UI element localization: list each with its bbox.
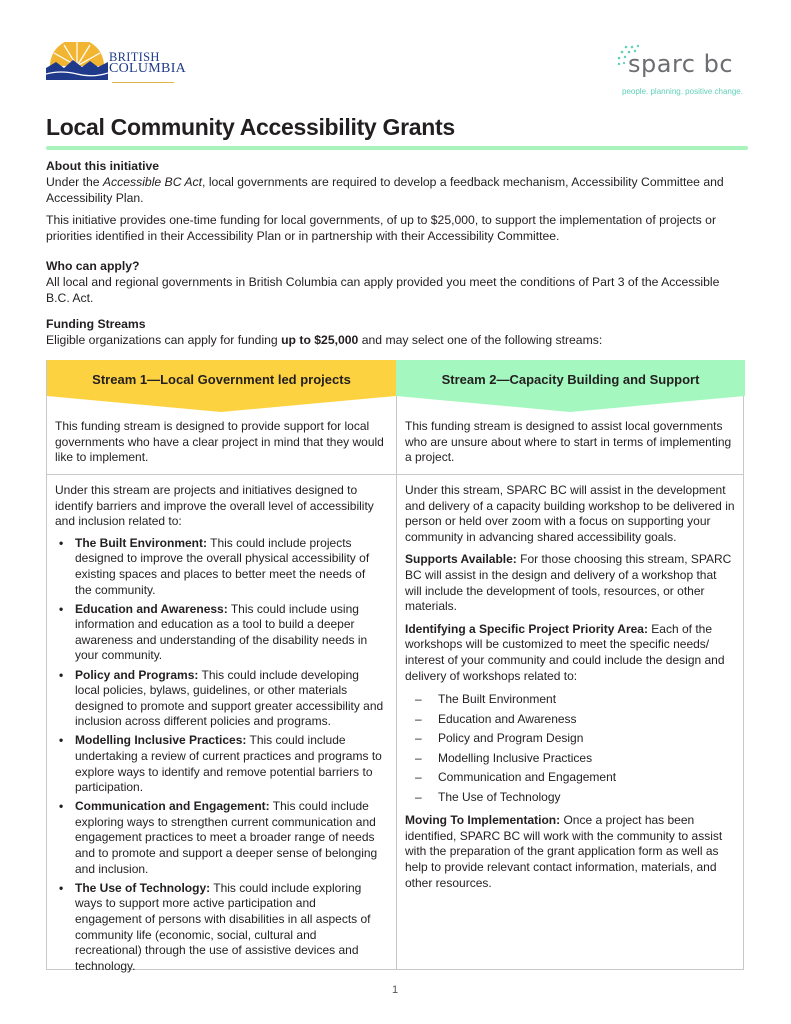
bc-wordmark-line2: COLUMBIA: [109, 61, 187, 76]
item-text: This could include exploring ways to support more active participation and engagement of persons with disabilities in all aspects of community life (economic, social, cultural and recreational) through the use of assistive devices and technology.: [75, 880, 371, 973]
stream-1-summary: This funding stream is designed to provide support for local governments who have a clear project in mind that they would like to implement.: [55, 419, 384, 465]
list-item: [55, 536, 385, 598]
bc-wordmark-line1: BRITISH: [109, 50, 160, 64]
item-label: Policy and Programs:: [75, 667, 199, 682]
british-columbia-logo: [46, 42, 191, 86]
item-label: The Built Environment:: [75, 535, 207, 550]
item-text: This could include developing local policies, bylaws, guidelines, or other materials designed to promote and support greater accessibility and inclusion across different policies and programs.: [75, 667, 384, 729]
priority-label: Identifying a Specific Project Priority Area:: [405, 621, 648, 636]
sparc-tagline: people. planning. positive change.: [622, 87, 743, 96]
stream-1-title: Stream 1—Local Government led projects: [92, 372, 351, 387]
item-label: The Use of Technology:: [75, 880, 211, 895]
row-divider: [47, 474, 743, 475]
implementation-label: Moving To Implementation:: [405, 813, 561, 828]
page-number: 1: [392, 984, 399, 996]
stream-2-arrow-banner: [396, 360, 745, 416]
about-heading: About this initiative: [46, 159, 160, 173]
list-item: [55, 733, 385, 795]
stream-2-header: [396, 360, 745, 416]
item-text: This could include using information and education as a tool to build a deeper awareness and understanding of the disability needs in your community.: [75, 601, 368, 663]
about-paragraph-1: [46, 174, 746, 206]
list-item: – The Use of Technology: [405, 788, 735, 808]
bc-wordmark: [109, 51, 186, 75]
funding-amount: up to $25,000: [281, 333, 359, 347]
streams-table: [46, 360, 744, 973]
list-item: [55, 881, 385, 975]
funding-paragraph: [46, 332, 746, 348]
supports-paragraph: [405, 552, 735, 614]
act-name: Accessible BC Act: [102, 175, 203, 189]
implementation-text: Once a project has been identified, SPARC BC will work with the community to assist with the preparation of the grant application form as well as help to provide relevant contact information, materials, and other resources.: [405, 813, 723, 890]
stream-1-intro: Under this stream are projects and initiatives designed to identify barriers and improve the overall level of accessibility and inclusion related to:: [55, 483, 374, 529]
stream-2-summary: This funding stream is designed to assist local governments who are unsure about where to start in terms of implementing a project.: [405, 419, 732, 465]
about-section: [46, 158, 746, 244]
item-text: This could include projects designed to improve the overall physical accessibility of existing spaces and places to better meet the needs of the community.: [75, 535, 370, 597]
sun-mountain-icon: [46, 42, 108, 80]
funding-heading: Funding Streams: [46, 317, 146, 331]
item-label: Communication and Engagement:: [75, 799, 270, 814]
sparc-wordmark: sparc bc: [628, 50, 734, 78]
bc-logo-underline: [112, 82, 174, 83]
who-paragraph: All local and regional governments in British Columbia can apply provided you meet the conditions of Part 3 of the Accessible B.C. Act.: [46, 275, 720, 305]
list-item: [55, 668, 385, 730]
supports-label: Supports Available:: [405, 552, 517, 567]
list-item: – Modelling Inclusive Practices: [405, 749, 735, 769]
funding-text: Eligible organizations can apply for funding: [46, 333, 282, 347]
about-text: Under the: [46, 175, 103, 189]
stream-2-title: Stream 2—Capacity Building and Support: [441, 372, 700, 387]
list-item: [55, 602, 385, 664]
funding-text: and may select one of the following streams:: [358, 333, 603, 347]
workshop-topics-list: [405, 690, 735, 807]
item-label: Modelling Inclusive Practices:: [75, 733, 247, 748]
item-text: This could include exploring ways to strengthen current communication and engagement practices to meet a broader range of needs and to promote and support a deeper sense of belonging and inclusion.: [75, 799, 378, 876]
list-item: – Education and Awareness: [405, 710, 735, 730]
page-title: Local Community Accessibility Grants: [46, 114, 455, 140]
stream-1-focus-list: [55, 536, 385, 975]
column-divider: [396, 360, 397, 969]
item-text: This could include undertaking a review of current practices and programs to explore ways to identify and remove potential barriers to participation.: [75, 733, 382, 795]
list-item: – The Built Environment: [405, 690, 735, 710]
list-item: – Policy and Program Design: [405, 729, 735, 749]
list-item: [55, 799, 385, 877]
stream-1-header: [47, 360, 396, 416]
implementation-paragraph: [405, 813, 735, 891]
who-heading: Who can apply?: [46, 259, 140, 273]
priority-paragraph: [405, 622, 735, 684]
about-paragraph-2: This initiative provides one-time funding for local governments, of up to $25,000, to support the implementation of projects or priorities identified in their Accessibility Plan or in partnership with their Accessibility Committee.: [46, 213, 717, 243]
list-item: – Communication and Engagement: [405, 768, 735, 788]
priority-text: Each of the workshops will be customized to meet the specific needs/ interest of your community and could include the design and delivery of workshops related to:: [405, 621, 725, 683]
supports-text: For those choosing this stream, SPARC BC will assist in the design and delivery of a workshop that will include the development of tools, resources, or other materials.: [405, 552, 732, 614]
title-divider: [46, 146, 748, 150]
item-label: Education and Awareness:: [75, 601, 228, 616]
stream-1-details: [55, 483, 385, 978]
funding-streams-section: [46, 316, 746, 348]
about-text: , local governments are required to develop a feedback mechanism, Accessibility Committee and Accessibility Plan.: [46, 175, 724, 205]
stream-1-arrow-banner: [47, 360, 396, 416]
who-can-apply-section: [46, 258, 746, 306]
sparc-bc-logo: [612, 40, 752, 100]
stream-2-intro: Under this stream, SPARC BC will assist in the development and delivery of a capacity building workshop to be delivered in person or held over zoom with a focus on supporting your community in advancing shared accessibility goals.: [405, 483, 735, 544]
stream-2-details: [405, 483, 735, 891]
